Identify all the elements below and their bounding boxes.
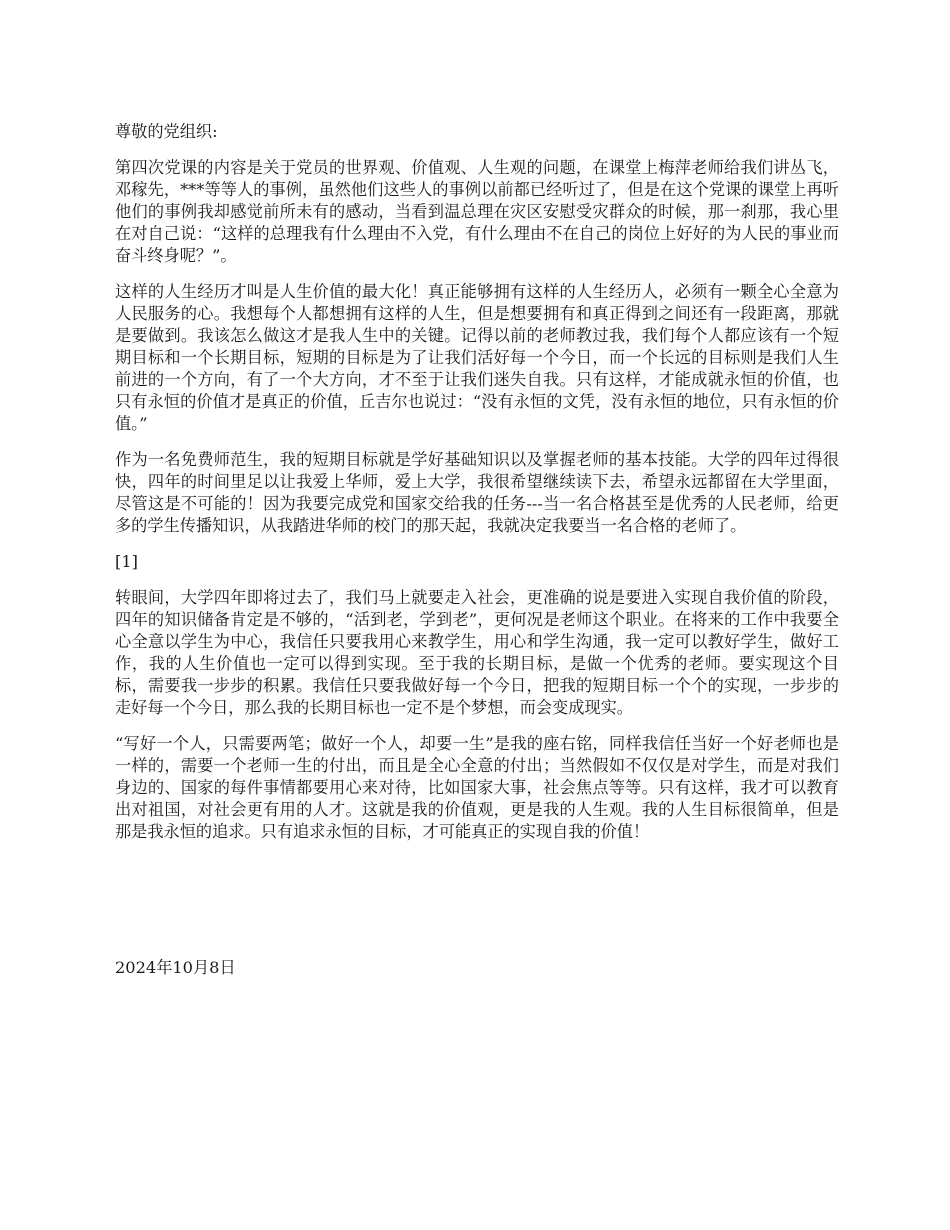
footnote-marker: [1] bbox=[115, 552, 138, 571]
document-date: 2024年10月8日 bbox=[115, 958, 236, 977]
paragraph-4: 转眼间，大学四年即将过去了，我们马上就要走入社会，更准确的说是要进入实现自我价值的阶段，四年的知识储备肯定是不够的，“活到老，学到老”，更何况是老师这个职业。在将来的工作中我要全心全意以学生为中心，我信任只要我用心来教学生，用心和学生沟通，我一定可以教好学生，做好工作，我的人生价值也一定可以得到实现。至于我的长期目标，是做一个优秀的老师。要实现这个目标，需要我一步步的积累。我信任只要我做好每一个今日，把我的短期目标一个个的实现，一步步的走好每一个今日，那么我的长期目标也一定不是个梦想，而会变成现实。 bbox=[115, 588, 839, 717]
paragraph-5: “写好一个人，只需要两笔；做好一个人，却要一生”是我的座右铭，同样我信任当好一个好老师也是一样的，需要一个老师一生的付出，而且是全心全意的付出；当然假如不仅仅是对学生，而是对我们身边的、国家的每件事情都要用心来对待，比如国家大事，社会焦点等等。只有这样，我才可以教育出对祖国，对社会更有用的人才。这就是我的价值观，更是我的人生观。我的人生目标很简单，但是那是我永恒的追求。只有追求永恒的目标，才可能真正的实现自我的价值！ bbox=[115, 734, 839, 841]
paragraph-3: 作为一名免费师范生，我的短期目标就是学好基础知识以及掌握老师的基本技能。大学的四年过得很快，四年的时间里足以让我爱上华师，爱上大学，我很希望继续读下去，希望永远都留在大学里面，尽管这是不可能的！因为我要完成党和国家交给我的任务---当一名合格甚至是优秀的人民老师，给更多的学生传播知识，从我踏进华师的校门的那天起，我就决定我要当一名合格的老师了。 bbox=[115, 450, 839, 535]
paragraph-1: 第四次党课的内容是关于党员的世界观、价值观、人生观的问题，在课堂上梅萍老师给我们讲丛飞，邓稼先，***等等人的事例，虽然他们这些人的事例以前都已经听过了，但是在这个党课的课堂上再听他们的事例我却感觉前所未有的感动，当看到温总理在灾区安慰受灾群众的时候，那一刹那，我心里在对自己说：“这样的总理我有什么理由不入党，有什么理由不在自己的岗位上好好的为人民的事业而奋斗终身呢？”。 bbox=[115, 158, 839, 265]
document-body bbox=[115, 121, 839, 857]
salutation: 尊敬的党组织: bbox=[115, 122, 218, 141]
paragraph-2: 这样的人生经历才叫是人生价值的最大化！真正能够拥有这样的人生经历人，必须有一颗全心全意为人民服务的心。我想每个人都想拥有这样的人生，但是想要拥有和真正得到之间还有一段距离，那就是要做到。我该怎么做这才是我人生中的关键。记得以前的老师教过我，我们每个人都应该有一个短期目标和一个长期目标，短期的目标是为了让我们活好每一个今日，而一个长远的目标则是我们人生前进的一个方向，有了一个大方向，才不至于让我们迷失自我。只有这样，才能成就永恒的价值，也只有永恒的价值才是真正的价值，丘吉尔也说过：“没有永恒的文凭，没有永恒的地位，只有永恒的价值。” bbox=[115, 282, 839, 433]
